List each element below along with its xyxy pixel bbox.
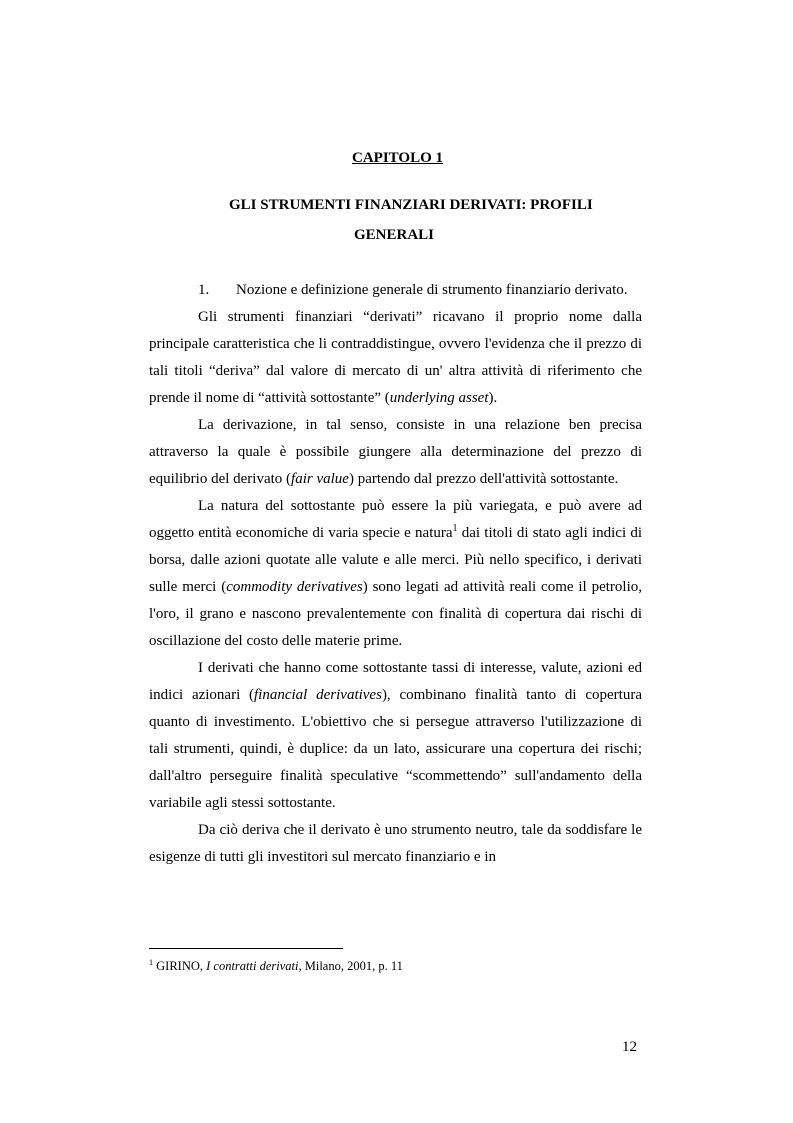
- paragraph-1: [149, 304, 642, 412]
- section-heading-text: Nozione e definizione generale di strumento finanziario derivato.: [236, 282, 628, 298]
- page-number: 12: [622, 1039, 637, 1055]
- paragraph-5: Da ciò deriva che il derivato è uno strumento neutro, tale da soddisfare le esigenze di tutti gli investitori sul mercato finanziario e in: [149, 822, 642, 865]
- footnote: [149, 958, 403, 974]
- paragraph-text: La derivazione, in tal senso, consiste in una relazione ben precisa attraverso la quale è possibile giungere alla determinazione del prezzo di equilibrio del derivato (: [149, 417, 642, 487]
- emphasis-text: financial derivatives: [254, 687, 382, 703]
- emphasis-text: underlying asset: [389, 390, 489, 406]
- chapter-heading: [0, 150, 793, 167]
- paragraph-text: ).: [488, 390, 498, 406]
- footnote-reference[interactable]: 1: [452, 523, 458, 534]
- paragraph-text: dai titoli di stato agli indici di borsa, dalle azioni quotate alle valute e alle merci. Più nello specifico, i derivati sulle merci (: [149, 525, 642, 595]
- footnote-title: I contratti derivati: [206, 959, 299, 974]
- paragraph-text: La natura del sottostante può essere la più variegata, e può avere ad oggetto entità economiche di varia specie e natura: [149, 498, 642, 541]
- chapter-title-line-2: GENERALI: [354, 227, 435, 243]
- paragraph-text: I derivati che hanno come sottostante tassi di interesse, valute, azioni ed indici azionari (: [149, 660, 642, 703]
- section-number: 1.: [198, 282, 210, 298]
- footnote-separator: [149, 948, 343, 949]
- chapter-title-line-1: GLI STRUMENTI FINANZIARI DERIVATI: PROFILI: [229, 197, 593, 213]
- paragraph-text: ) sono legati ad attività reali come il petrolio, l'oro, il grano e nascono prevalentemente con finalità di copertura dai rischi di oscillazione del costo delle materie prime.: [149, 579, 642, 649]
- section-heading: [149, 277, 642, 304]
- body-text: [149, 277, 642, 871]
- paragraph-3: [149, 493, 642, 655]
- chapter-label: CAPITOLO 1: [352, 150, 443, 166]
- emphasis-text: fair value: [291, 471, 349, 487]
- paragraph-text: Gli strumenti finanziari “derivati” ricavano il proprio nome dalla principale caratteristica che li contraddistingue, ovvero l'evidenza che il prezzo di tali titoli “deriva” dal valore di mercato di un' altra attività di riferimento che prende il nome di “attività sottostante” (: [149, 309, 642, 406]
- footnote-details: , Milano, 2001, p. 11: [298, 959, 403, 974]
- paragraph-2: [149, 412, 642, 493]
- paragraph-text: ), combinano finalità tanto di copertura quanto di investimento. L'obiettivo che si persegue attraverso l'utilizzazione di tali strumenti, quindi, è duplice: da un lato, assicurare una copertura dei rischi; dall'altro perseguire finalità speculative “scommettendo” sull'andamento della variabile agli stessi sottostante.: [149, 687, 642, 811]
- paragraph-4: [149, 655, 642, 817]
- footnote-number: 1: [149, 958, 153, 967]
- emphasis-text: commodity derivatives: [226, 579, 363, 595]
- footnote-author: GIRINO,: [153, 959, 207, 974]
- paragraph-text: ) partendo dal prezzo dell'attività sottostante.: [348, 471, 619, 487]
